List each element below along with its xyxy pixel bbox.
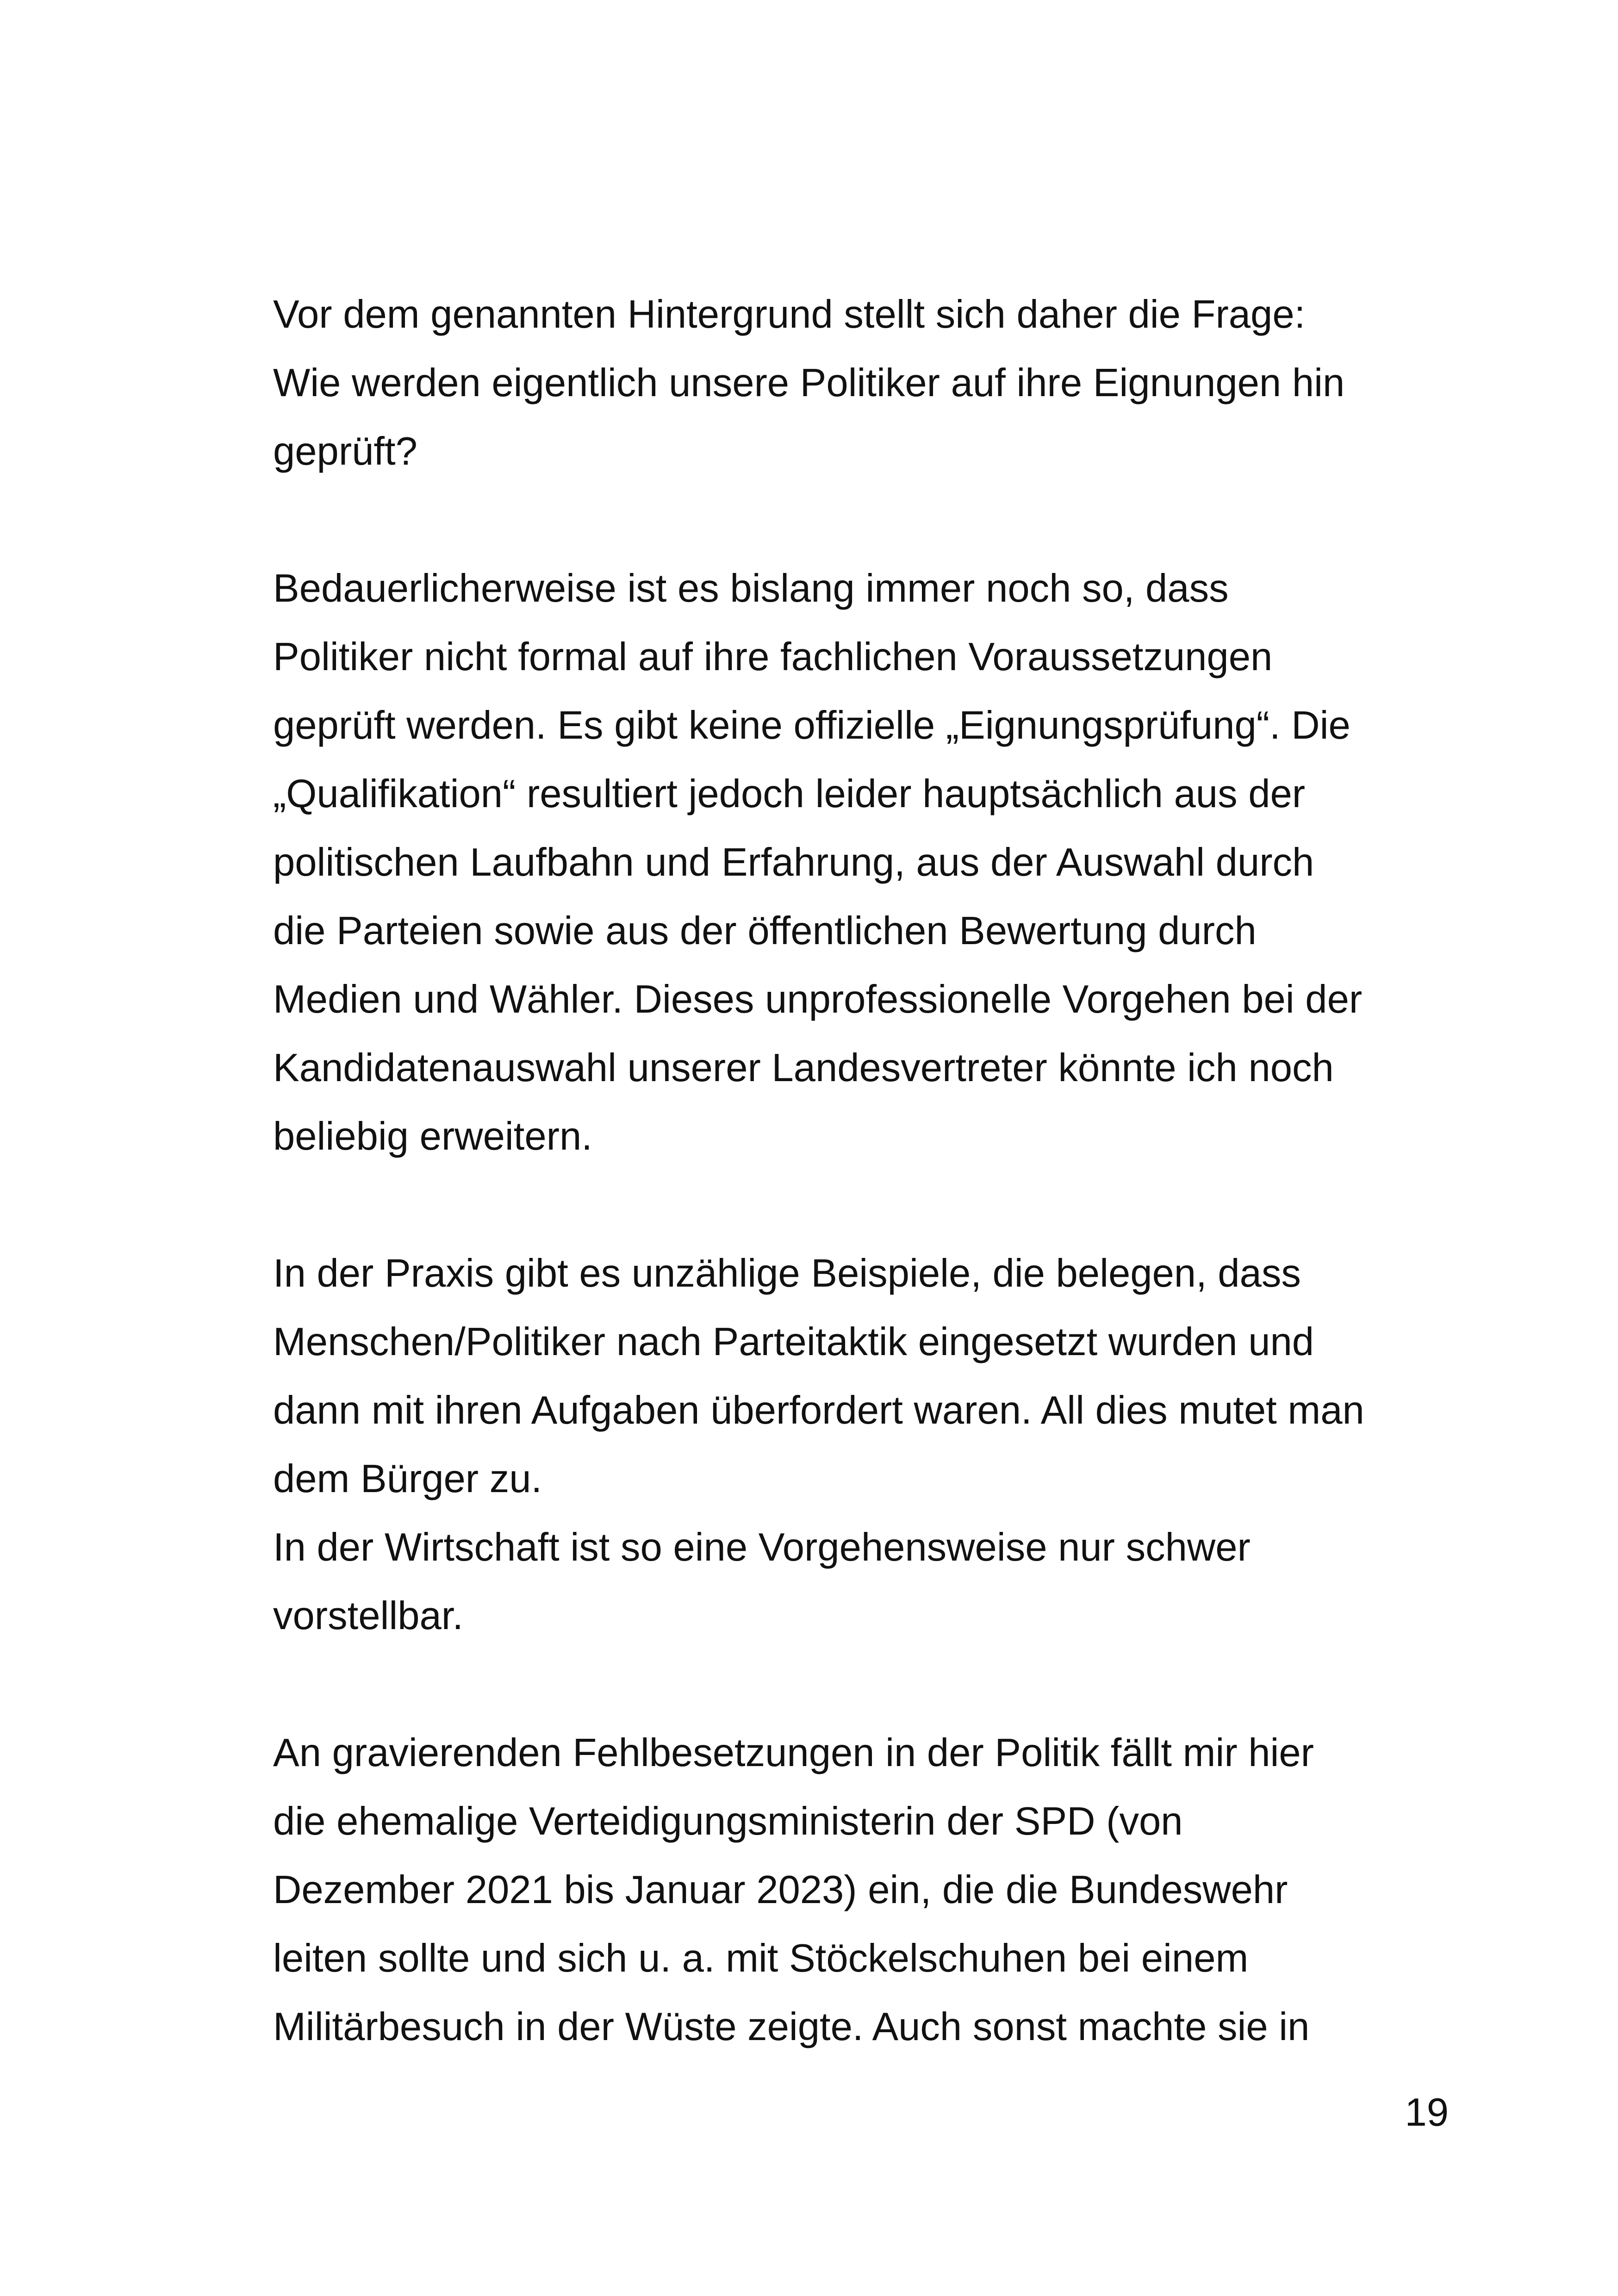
- text-line: Militärbesuch in der Wüste zeigte. Auch sonst machte sie in: [273, 2005, 1310, 2049]
- paragraph-spacer: [273, 486, 1486, 554]
- text-line: Kandidatenauswahl unserer Landesvertreter könnte ich noch: [273, 1046, 1334, 1090]
- paragraph: [273, 280, 1486, 486]
- text-line: In der Praxis gibt es unzählige Beispiele, die belegen, dass: [273, 1251, 1301, 1295]
- body-text: [273, 280, 1486, 2061]
- text-line: In der Wirtschaft ist so eine Vorgehensweise nur schwer: [273, 1525, 1251, 1569]
- text-line: Bedauerlicherweise ist es bislang immer noch so, dass: [273, 566, 1229, 610]
- text-line: Vor dem genannten Hintergrund stellt sich daher die Frage:: [273, 292, 1306, 336]
- text-line: Dezember 2021 bis Januar 2023) ein, die die Bundeswehr: [273, 1868, 1288, 1912]
- paragraph: [273, 554, 1486, 1171]
- text-line: dem Bürger zu.: [273, 1457, 542, 1501]
- text-line: geprüft?: [273, 429, 417, 473]
- text-line: Menschen/Politiker nach Parteitaktik eingesetzt wurden und: [273, 1320, 1314, 1364]
- paragraph: [273, 1239, 1486, 1650]
- paragraph: [273, 1719, 1486, 2061]
- text-line: Politiker nicht formal auf ihre fachlichen Voraussetzungen: [273, 635, 1273, 679]
- text-line: vorstellbar.: [273, 1594, 464, 1638]
- text-line: geprüft werden. Es gibt keine offizielle „Eignungsprüfung“. Die: [273, 703, 1350, 747]
- text-line: Wie werden eigentlich unsere Politiker auf ihre Eignungen hin: [273, 361, 1345, 405]
- text-line: politischen Laufbahn und Erfahrung, aus der Auswahl durch: [273, 840, 1314, 884]
- text-line: beliebig erweitern.: [273, 1114, 592, 1158]
- text-line: die Parteien sowie aus der öffentlichen Bewertung durch: [273, 909, 1257, 953]
- text-line: Medien und Wähler. Dieses unprofessionelle Vorgehen bei der: [273, 977, 1363, 1021]
- text-line: leiten sollte und sich u. a. mit Stöckelschuhen bei einem: [273, 1936, 1249, 1980]
- text-line: dann mit ihren Aufgaben überfordert waren. All dies mutet man: [273, 1388, 1364, 1432]
- paragraph-spacer: [273, 1650, 1486, 1719]
- text-line: die ehemalige Verteidigungsministerin der SPD (von: [273, 1799, 1183, 1843]
- page-number: 19: [1405, 2091, 1449, 2134]
- text-line: An gravierenden Fehlbesetzungen in der Politik fällt mir hier: [273, 1731, 1314, 1775]
- text-line: „Qualifikation“ resultiert jedoch leider hauptsächlich aus der: [273, 772, 1306, 816]
- paragraph-spacer: [273, 1171, 1486, 1239]
